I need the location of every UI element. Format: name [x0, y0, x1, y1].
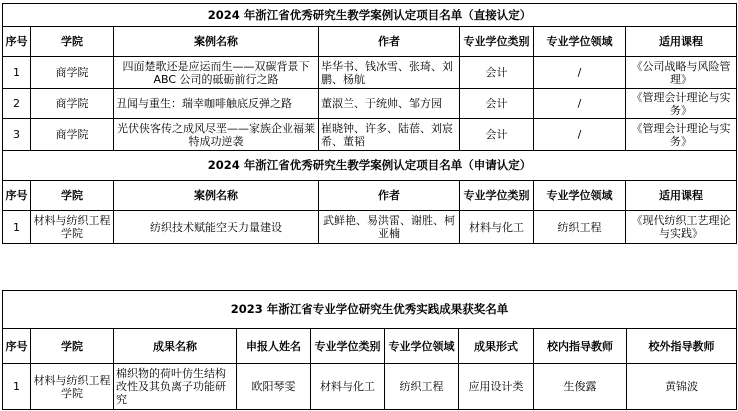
table-row [3, 119, 737, 151]
col-header: 案例名称 [114, 181, 319, 211]
case-table [2, 3, 737, 244]
cell: 材料与化工 [311, 364, 385, 410]
cell: 商学院 [31, 119, 114, 151]
cell: 崔晓钟、许多、陆蓓、刘宸希、董韬 [319, 119, 460, 151]
cell: 会计 [460, 119, 534, 151]
cell: 《公司战略与风险管理》 [626, 57, 737, 89]
col-header: 校外指导教师 [627, 329, 737, 364]
cell: 四面楚歌还是应运而生——双碳背景下 ABC 公司的砥砺前行之路 [114, 57, 319, 89]
col-header: 申报人姓名 [237, 329, 311, 364]
cell: 会计 [460, 89, 534, 119]
cell: 武鲜艳、易洪雷、谢胜、柯亚楠 [319, 211, 460, 244]
table1-title: 2024 年浙江省优秀研究生教学案例认定项目名单（直接认定） [3, 4, 737, 27]
col-header: 学院 [31, 181, 114, 211]
cell: / [534, 89, 626, 119]
col-header: 校内指导教师 [534, 329, 627, 364]
cell: 1 [3, 364, 31, 410]
col-header: 专业学位类别 [460, 27, 534, 57]
col-header: 成果形式 [459, 329, 534, 364]
award-table [2, 290, 737, 410]
cell: 欧阳琴雯 [237, 364, 311, 410]
table2-title: 2024 年浙江省优秀研究生教学案例认定项目名单（申请认定） [3, 151, 737, 181]
col-header: 序号 [3, 329, 31, 364]
cell: 3 [3, 119, 31, 151]
col-header: 序号 [3, 27, 31, 57]
cell: 材料与纺织工程学院 [31, 211, 114, 244]
table2-header-row [3, 181, 737, 211]
cell: 商学院 [31, 57, 114, 89]
table-row [3, 89, 737, 119]
cell: 丑闻与重生：瑞幸咖啡触底反弹之路 [114, 89, 319, 119]
cell: 《管理会计理论与实务》 [626, 89, 737, 119]
col-header: 作者 [319, 27, 460, 57]
cell: / [534, 119, 626, 151]
cell: 棉织物的荷叶仿生结构改性及其负离子功能研究 [114, 364, 237, 410]
cell: 毕华书、钱冰雪、张琦、刘鹏、杨航 [319, 57, 460, 89]
cell: 纺织工程 [534, 211, 626, 244]
col-header: 专业学位领域 [534, 27, 626, 57]
col-header: 学院 [31, 329, 114, 364]
cell: 《现代纺织工艺理论与实践》 [626, 211, 737, 244]
col-header: 学院 [31, 27, 114, 57]
col-header: 专业学位类别 [311, 329, 385, 364]
col-header: 适用课程 [626, 181, 737, 211]
col-header: 专业学位领域 [534, 181, 626, 211]
cell: 材料与纺织工程学院 [31, 364, 114, 410]
cell: 纺织技术赋能空天力量建设 [114, 211, 319, 244]
cell: 应用设计类 [459, 364, 534, 410]
table-row [3, 364, 737, 410]
col-header: 专业学位类别 [460, 181, 534, 211]
cell: 材料与化工 [460, 211, 534, 244]
table-row [3, 211, 737, 244]
cell: 2 [3, 89, 31, 119]
table3-header-row [3, 329, 737, 364]
cell: 生俊露 [534, 364, 627, 410]
cell: 光伏侠客传之成风尽垩——家族企业福莱特成功逆袭 [114, 119, 319, 151]
table3-title: 2023 年浙江省专业学位研究生优秀实践成果获奖名单 [3, 291, 737, 329]
cell: 1 [3, 211, 31, 244]
cell: 纺织工程 [385, 364, 459, 410]
col-header: 作者 [319, 181, 460, 211]
col-header: 适用课程 [626, 27, 737, 57]
cell: 黄锦波 [627, 364, 737, 410]
cell: 董淑兰、于统帅、邹方园 [319, 89, 460, 119]
cell: 会计 [460, 57, 534, 89]
cell: 商学院 [31, 89, 114, 119]
col-header: 案例名称 [114, 27, 319, 57]
cell: / [534, 57, 626, 89]
col-header: 成果名称 [114, 329, 237, 364]
cell: 《管理会计理论与实务》 [626, 119, 737, 151]
table1-header-row [3, 27, 737, 57]
table-row [3, 57, 737, 89]
cell: 1 [3, 57, 31, 89]
col-header: 专业学位领域 [385, 329, 459, 364]
col-header: 序号 [3, 181, 31, 211]
